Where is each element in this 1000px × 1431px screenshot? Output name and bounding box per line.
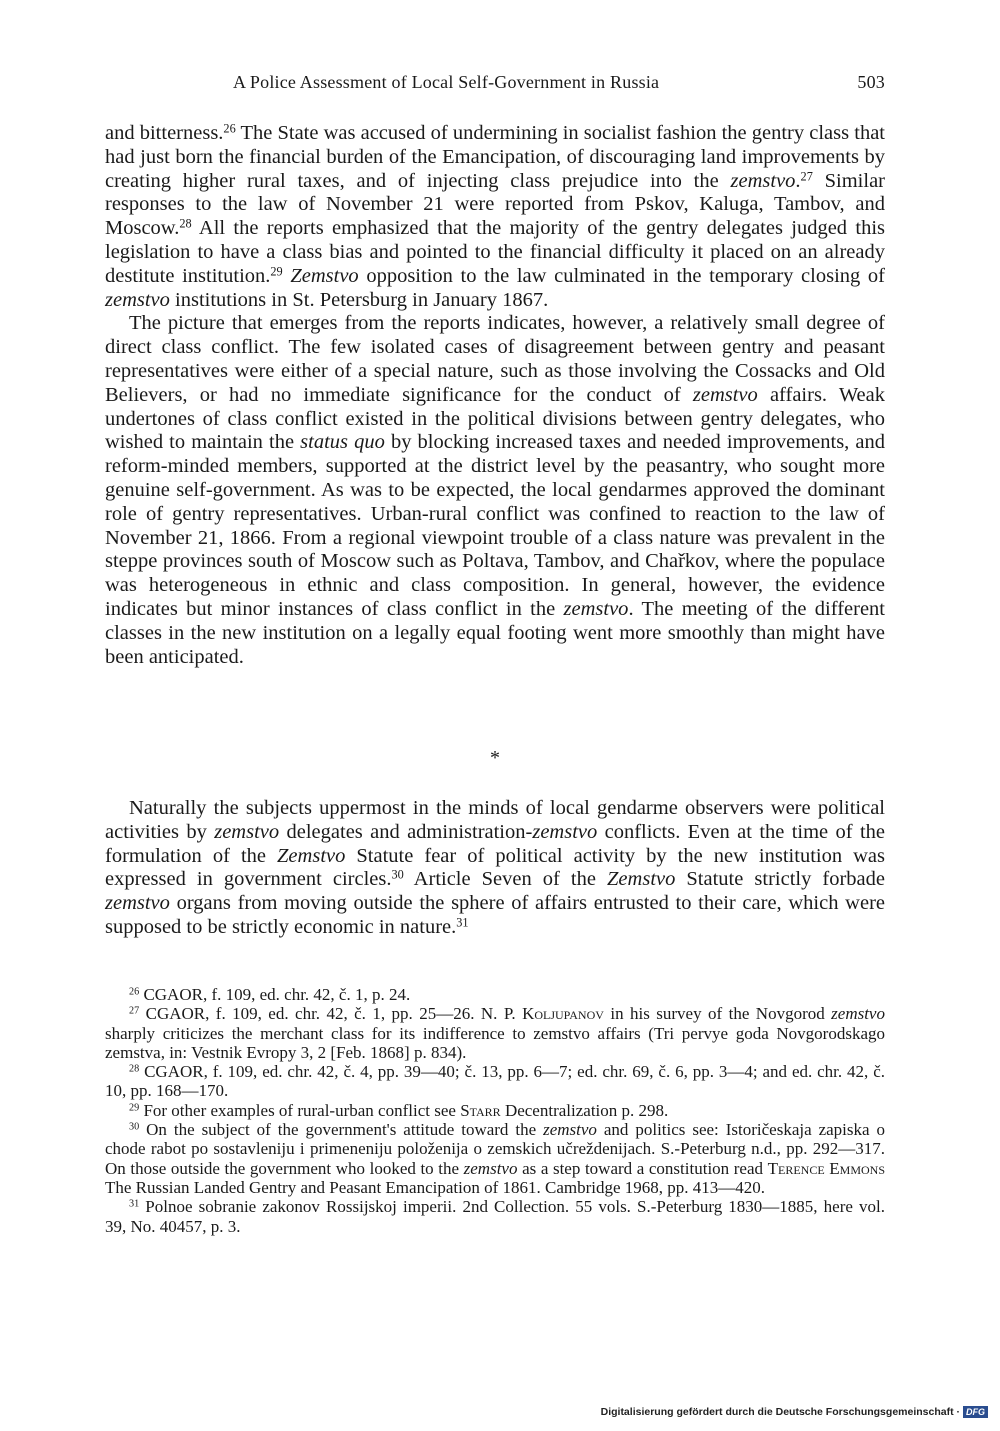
main-text-continued	[105, 797, 885, 940]
paragraph-1: and bitterness.$^{26}$ The State was accused of undermining in socialist fashion the gentry class that had just born the financial burden of the Emancipation, of discouraging land improvements by creating higher rural taxes, and of injecting class prejudice into the zemstvo.$^{27}$ Similar responses to the law of November 21 were reported from Pskov, Kaluga, Tambov, and Moscow.$^{28}$ All the reports emphasized that the majority of the gentry delegates judged this legislation to have a class bias and pointed to the financial difficulty it placed on an already destitute institution.$^{29}$ Zemstvo opposition to the law culminated in the temporary closing of zemstvo institutions in St. Petersburg in January 1867.	[105, 121, 885, 311]
footnote-ref: 29	[270, 264, 283, 279]
paragraph-2: The picture that emerges from the reports indicates, however, a relatively small degree of direct class conflict. The few isolated cases of disagreement between gentry and peasant representatives were either of a special nature, such as those involving the Cossacks and Old Believers, or had no immediate significance for the conduct of zemstvo affairs. Weak undertones of class conflict existed in the political divisions between gentry delegates, who wished to maintain the status quo by blocking increased taxes and needed improvements, and reform-minded members, supported at the district level by the peasantry, who sought more genuine self-government. As was to be expected, the local gendarmes approved the dominant role of gentry representatives. Urban-rural conflict was confined to reaction to the law of November 21, 1866. From a regional viewpoint trouble of a class nature was prevalent in the steppe provinces south of Moscow such as Poltava, Tambov, and Chařkov, where the populace was heterogeneous in ethnic and class composition. In general, however, the evidence indicates but minor instances of class conflict in the zemstvo. The meeting of the different classes in the new institution on a legally equal footing went more smoothly than might have been anticipated.	[105, 312, 886, 668]
page-number: 503	[857, 72, 885, 92]
main-text	[105, 122, 885, 669]
footnote-29: $^{29}$ For other examples of rural-urban conflict see Starr Decentralization p. 298.	[129, 1100, 669, 1120]
footnote-31: $^{31}$ Polnoe sobranie zakonov Rossijskoj imperii. 2nd Collection. 55 vols. S.-Peterburg 1830—1885, here vol. 39, No. 40457, p. 3.	[105, 1197, 885, 1236]
paragraph-3: Naturally the subjects uppermost in the minds of local gendarme observers were political activities by zemstvo delegates and administration-zemstvo conflicts. Even at the time of the formulation of the Zemstvo Statute fear of political activity by the new institution was expressed in government circles.$^{30}$ Article Seven of the Zemstvo Statute strictly forbade zemstvo organs from moving outside the sphere of affairs entrusted to their care, which were supposed to be strictly economic in nature.$^{31}$	[105, 797, 886, 938]
footnote-ref: 26	[223, 121, 236, 136]
footnote-ref: 30	[391, 867, 404, 882]
credit-text: Digitalisierung gefördert durch die Deutsche Forschungsgemeinschaft ·	[600, 1406, 960, 1418]
section-separator: *	[490, 747, 500, 769]
footnote-30: $^{30}$ On the subject of the government's attitude toward the zemstvo and politics see: Istoričeskaja zapiska o chode rabot po sostavleniju i primeneniju položenija o zemskich učreždenijach. S.-Peterburg n.d., pp. 292—317. On those outside the government who looked to the zemstvo as a step toward a constitution read Terence Emmons The Russian Landed Gentry and Peasant Emancipation of 1861. Cambridge 1968, pp. 413—420.	[105, 1120, 885, 1197]
running-title: A Police Assessment of Local Self-Government in Russia	[233, 72, 660, 92]
footnote-ref: 28	[179, 216, 192, 231]
footnote-28: $^{28}$ CGAOR, f. 109, ed. chr. 42, č. 4, pp. 39—40; č. 13, pp. 6—7; ed. chr. 69, č. 6, pp. 3—4; and ed. chr. 42, č. 10, pp. 168—170.	[105, 1062, 885, 1101]
footnote-ref: 31	[456, 915, 469, 930]
footnote-27: $^{27}$ CGAOR, f. 109, ed. chr. 42, č. 1, pp. 25—26. N. P. Koljupanov in his survey of the Novgorod zemstvo sharply criticizes the merchant class for its indifference to zemstvo affairs (Tri pervye goda Novgorodskago zemstva, in: Vestnik Evropy 3, 2 [Feb. 1868] p. 834).	[105, 1004, 885, 1062]
footnote-26: $^{26}$ CGAOR, f. 109, ed. chr. 42, č. 1, p. 24.	[129, 985, 411, 1004]
footnote-ref: 27	[800, 168, 813, 183]
dfg-logo-icon: DFG	[963, 1406, 988, 1418]
running-header	[105, 72, 885, 100]
footnotes	[105, 985, 885, 1236]
digitization-credit	[601, 1406, 988, 1418]
